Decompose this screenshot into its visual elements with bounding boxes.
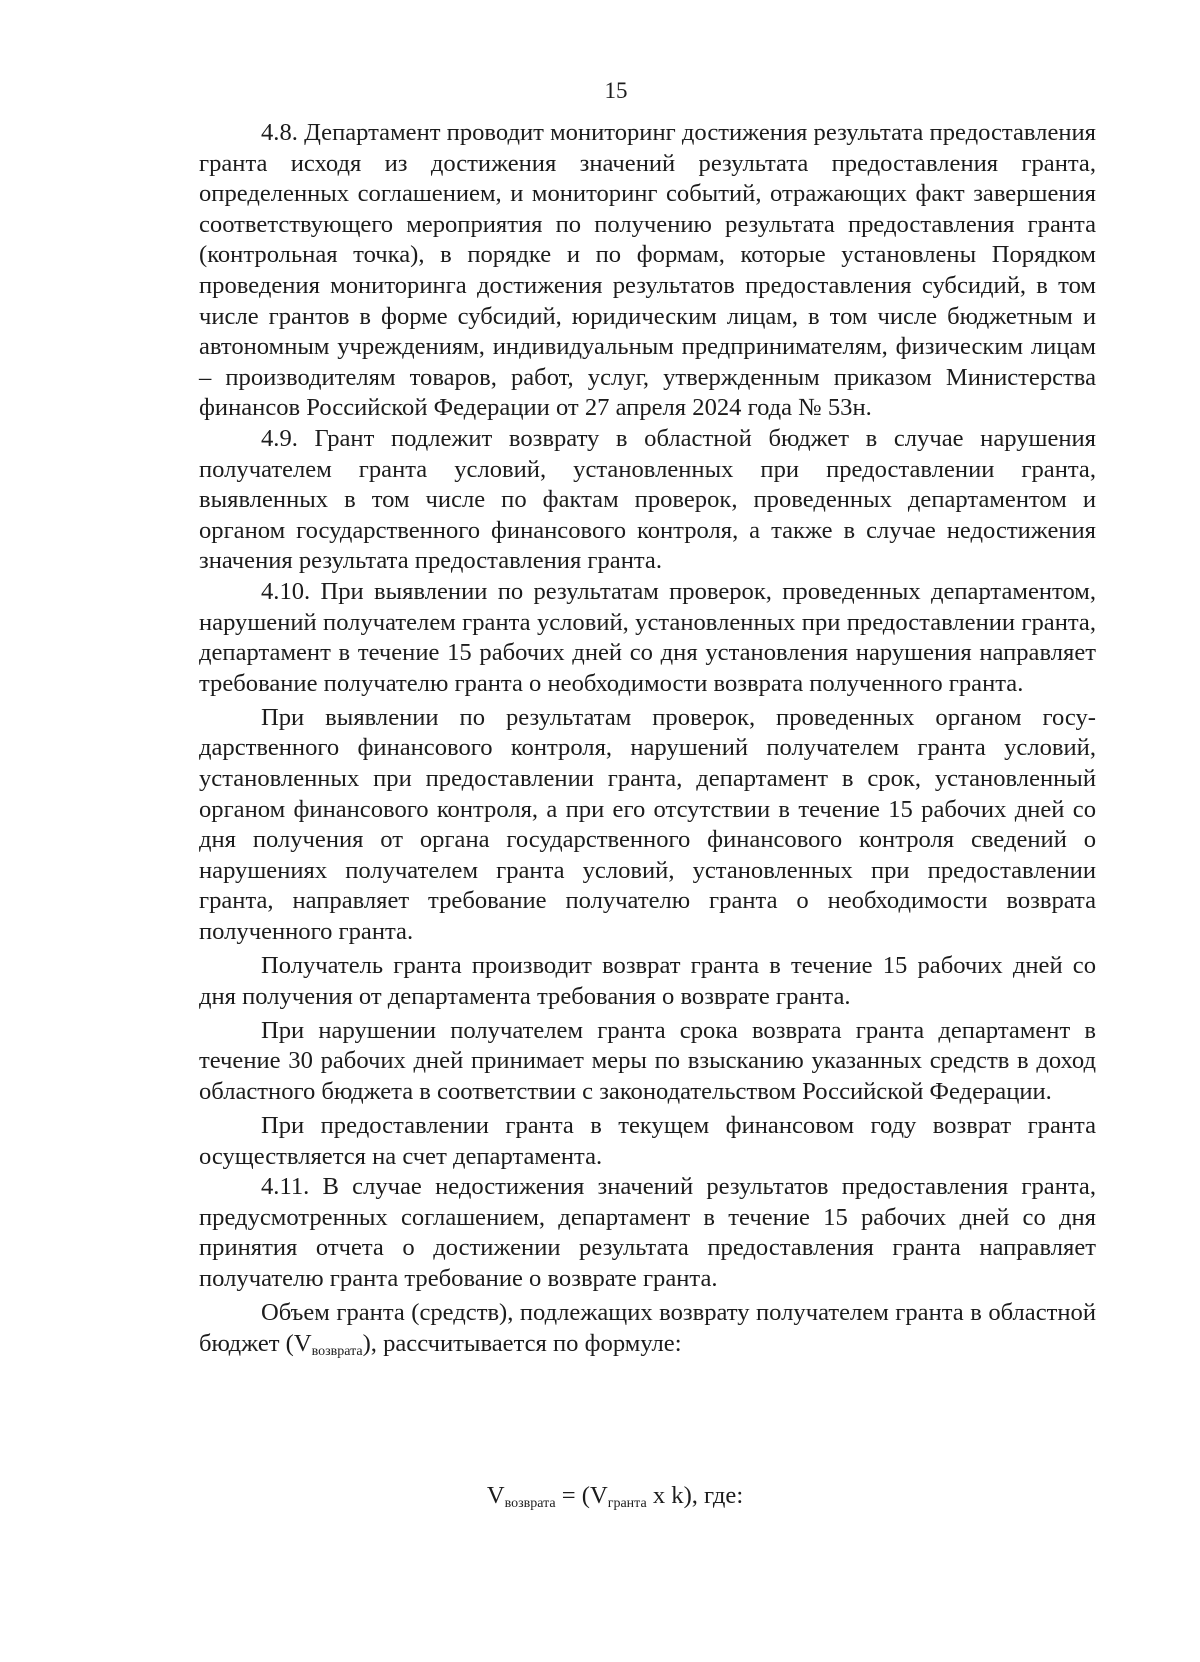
paragraph-grant-volume [199,1298,1096,1359]
paragraph-violation-measures: При нарушении получателем гранта срока возврата гранта департамент в течение 30 рабочих дней принимает меры по взысканию указанных средств в доход областного бюджета в соответствии с законодательством Российской Федерации. [199,1016,1096,1105]
formula-rhs-tail: x k), где: [646,1482,744,1509]
formula-lhs-subscript: возврата [504,1496,556,1511]
grant-volume-tail: ), рассчитывается по формуле: [362,1329,682,1357]
paragraph-4-10: 4.10. При выявлении по результатам проверок, проведенных департаментом, нарушений получателем гранта условий, установленных при предоставлении гранта, департамент в течение 15 рабочих дней со дня установления нарушения направляет требование получателю гранта о необходимости возврата полученного гранта. [199,577,1096,697]
paragraph-state-control: При выявлении по результатам проверок, проведенных органом государственного финансового контроля, нарушений получателем гранта условий, установленных при предоставлении гранта, департамент в срок, установленный органом финансового контроля, а при его отсутствии в течение 15 рабочих дней со дня получения от органа государственного финансового контроля сведений о нарушениях получателем гранта условий, установленных при предоставлении гранта, направляет требование получателю гранта о необходимости возврата полученного гранта. [199,703,1096,945]
paragraph-4-11: 4.11. В случае недостижения значений результатов предоставления гранта, предусмотренных соглашением, департамент в течение 15 рабочих дней со дня принятия отчета о достижении результата предоставления гранта направляет получателю гранта требование о возврате гранта. [199,1173,1096,1292]
paragraph-current-year-return: При предоставлении гранта в текущем финансовом году возврат гранта осуществляется на счет департамента. [199,1112,1096,1170]
grant-volume-subscript: возврата [311,1343,363,1359]
paragraph-4-9: 4.9. Грант подлежит возврату в областной бюджет в случае нарушения получателем гранта условий, установленных при предоставлении гранта, выявленных в том числе по фактам проверок, проведенных департаментом и органом государственного финансового контроля, а также в случае недостижения значения результата предоставления гранта. [199,424,1096,575]
paragraph-return-term: Получатель гранта производит возврат гранта в течение 15 рабочих дней со дня получения от департамента требования о возврате гранта. [199,952,1096,1010]
return-formula [0,1482,1200,1510]
paragraph-4-8: 4.8. Департамент проводит мониторинг достижения результата предоставления гранта исходя из достижения значений результата предоставления гранта, определенных соглашением, и мониторинг событий, отражающих факт завершения соответствующего мероприятия по получению результата предоставления гранта (контрольная точка), в порядке и по формам, которые установлены Порядком проведения мониторинга достижения результатов предоставления субсидий, в том числе грантов в форме субсидий, юридическим лицам, в том числе бюджетным и автономным учреждениям, индивидуальным предпринимателям, физическим лицам – производителям товаров, работ, услуг, утвержденным приказом Министерства финансов Российской Федерации от 27 апреля 2024 года № 53н. [199,119,1096,422]
grant-volume-text: Объем гранта (средств), подлежащих возврату получателем гранта в областной бюджет (V [199,1299,1096,1357]
formula-rhs-subscript: гранта [607,1496,647,1511]
page-number: 15 [604,78,628,103]
formula-lhs-var: V [486,1482,505,1509]
document-body [199,118,1096,1359]
formula-equals-open: = (V [555,1482,608,1509]
